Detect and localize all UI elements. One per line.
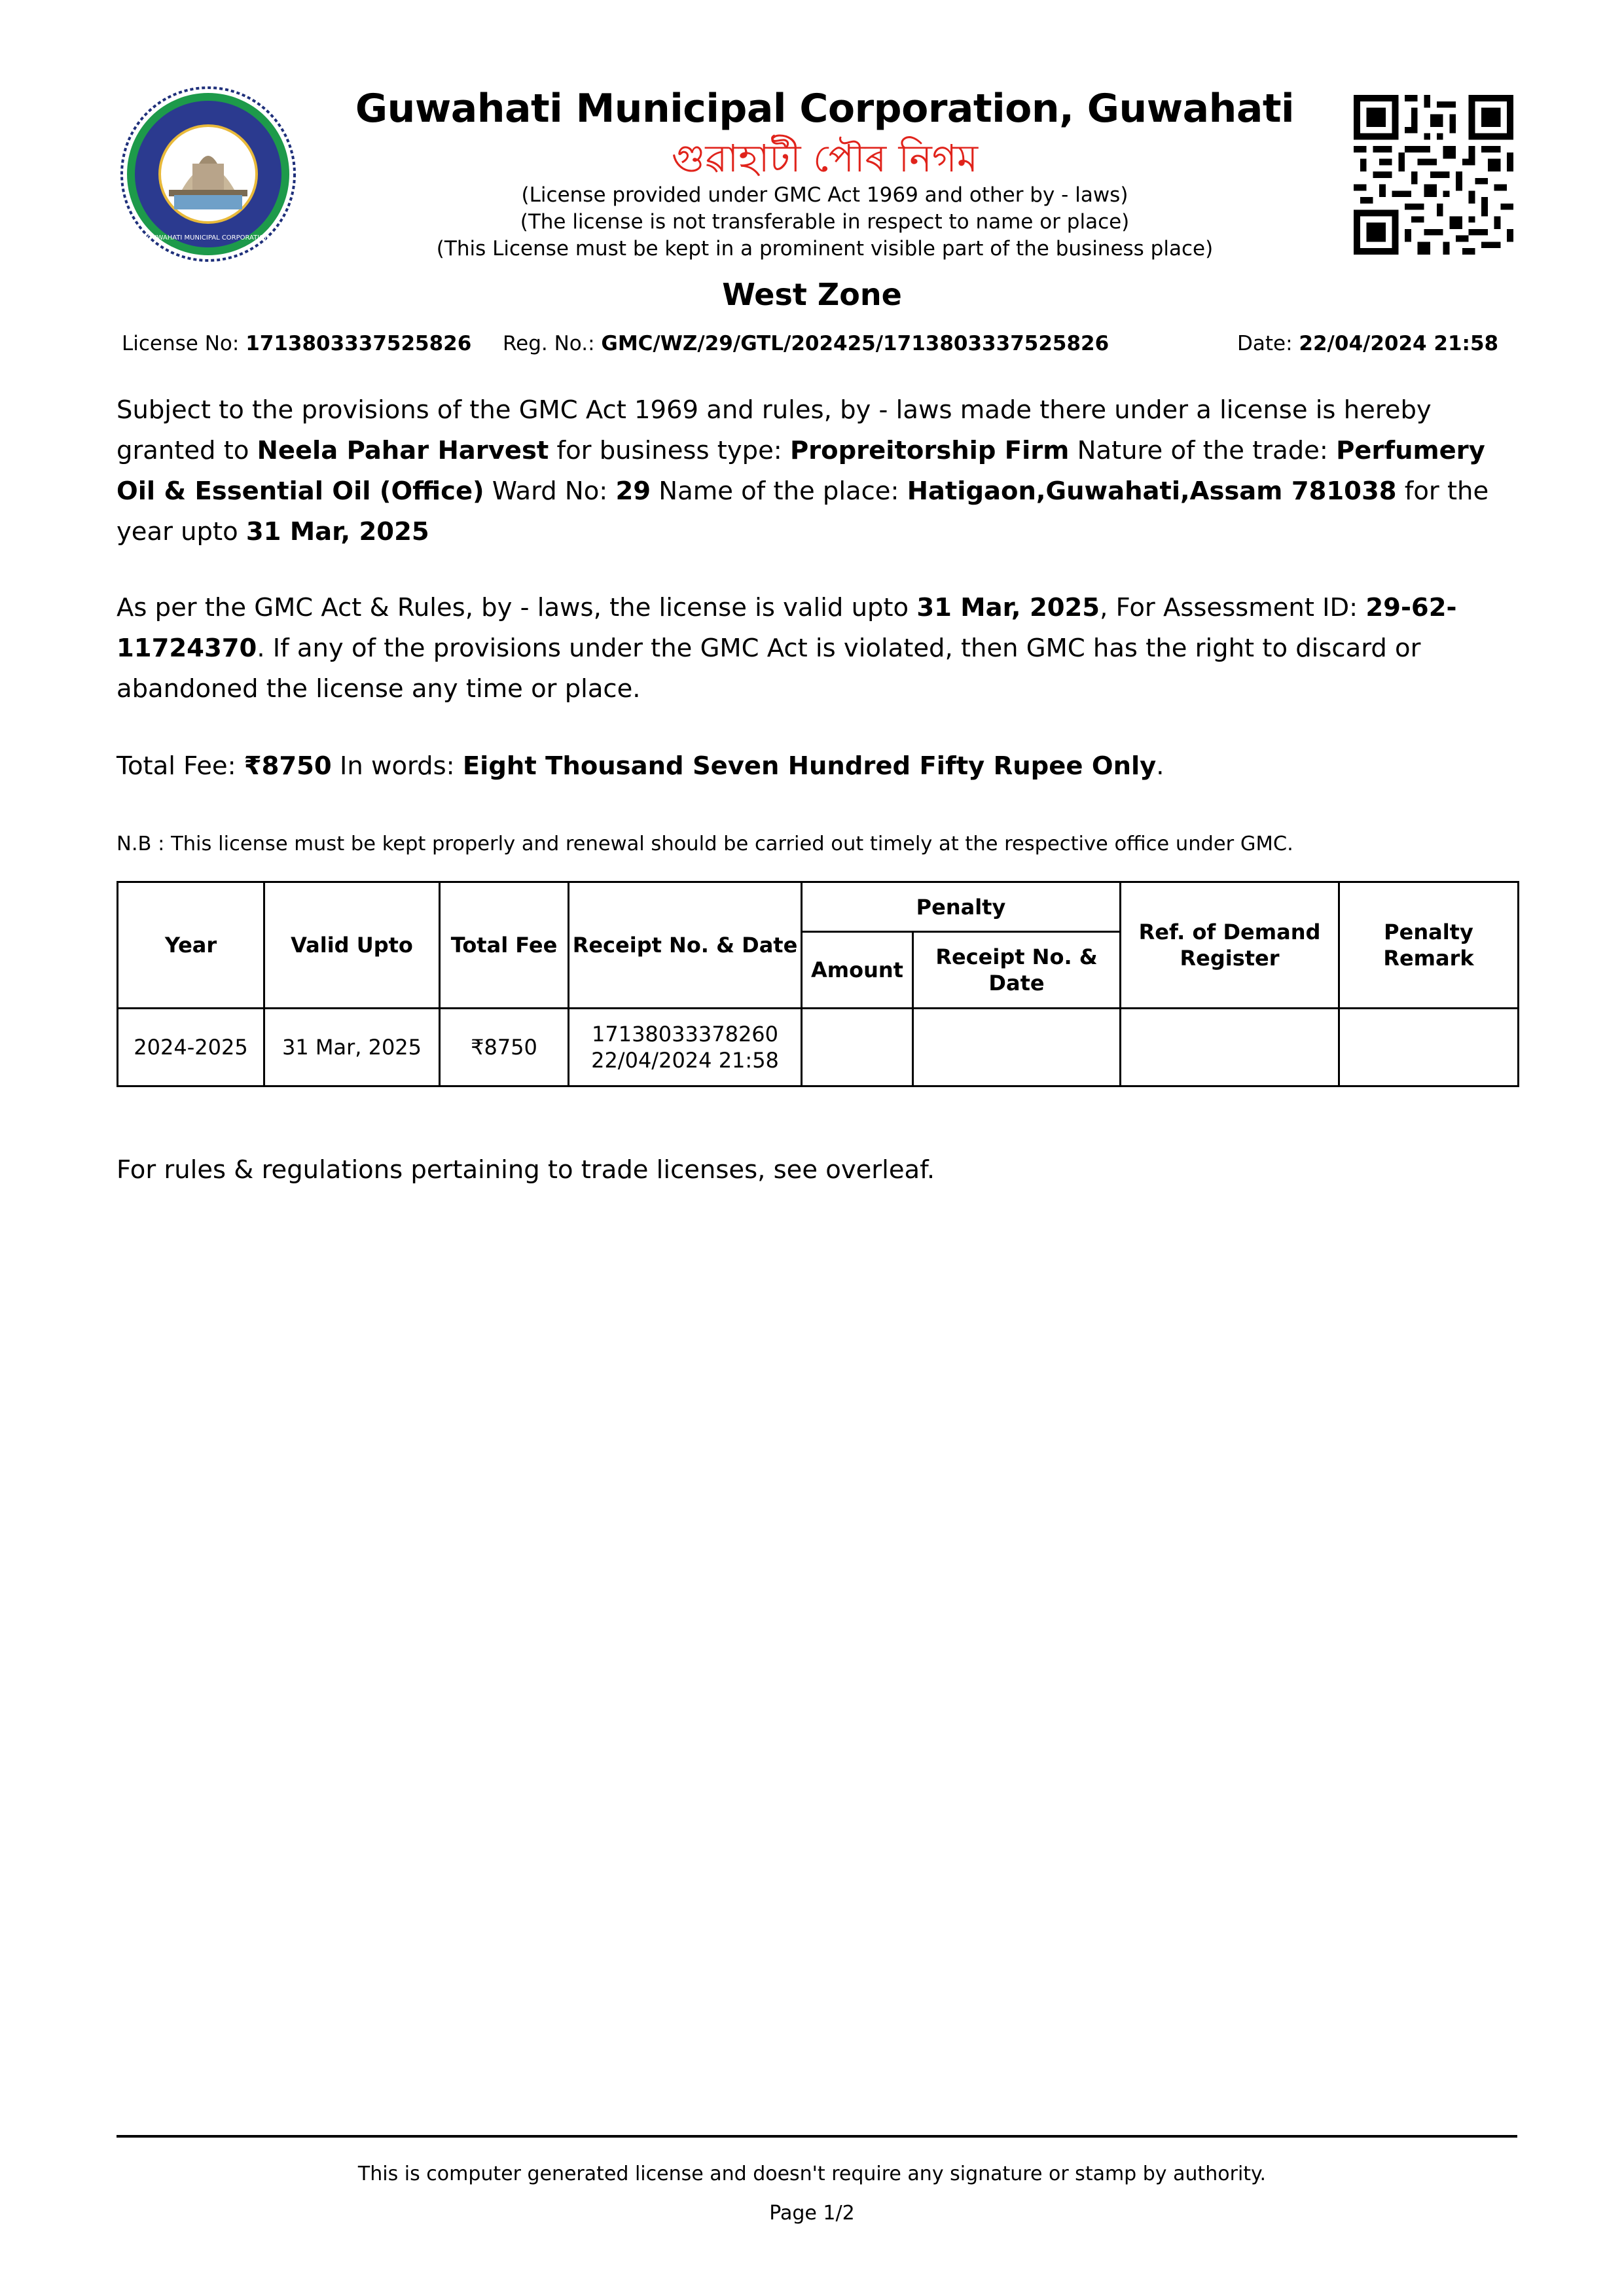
grant-text-2: for business type: bbox=[549, 436, 790, 465]
header-line-1: (License provided under GMC Act 1969 and other by - laws) bbox=[521, 183, 1128, 207]
cell-demand-ref bbox=[1121, 1009, 1339, 1086]
page-number: Page 1/2 bbox=[769, 2202, 855, 2225]
registration-number-value: GMC/WZ/29/GTL/202425/1713803337525826 bbox=[601, 332, 1110, 355]
license-table bbox=[117, 881, 1519, 1087]
grant-text-3: Nature of the trade: bbox=[1069, 436, 1337, 465]
logo-caption: GUWAHATI MUNICIPAL CORPORATION bbox=[147, 234, 270, 242]
validity-text-1: As per the GMC Act & Rules, by - laws, the license is valid upto bbox=[117, 593, 917, 622]
license-number-label: License No: bbox=[122, 332, 246, 355]
validity-paragraph bbox=[117, 588, 1524, 709]
business-name: Neela Pahar Harvest bbox=[257, 436, 549, 465]
header-receipt: Receipt No. & Date bbox=[569, 882, 802, 1009]
header-line-3: (This License must be kept in a prominent visible part of the business place) bbox=[436, 237, 1214, 260]
grant-text-4: Ward No: bbox=[484, 476, 616, 506]
issue-date bbox=[1237, 331, 1498, 357]
ward-number: 29 bbox=[615, 476, 651, 506]
cell-receipt-date: 22/04/2024 21:58 bbox=[591, 1048, 779, 1073]
valid-upto: 31 Mar, 2025 bbox=[916, 593, 1100, 622]
table-row bbox=[118, 1009, 1519, 1086]
cell-penalty-receipt bbox=[913, 1009, 1121, 1086]
header-penalty: Penalty bbox=[802, 882, 1121, 932]
header-total-fee: Total Fee bbox=[440, 882, 569, 1009]
license-number bbox=[122, 331, 471, 357]
header-penalty-receipt: Receipt No. & Date bbox=[913, 932, 1121, 1009]
gmc-logo bbox=[119, 85, 297, 263]
header-line-2: (The license is not transferable in respect to name or place) bbox=[520, 210, 1130, 234]
header-year: Year bbox=[118, 882, 264, 1009]
grant-paragraph bbox=[117, 390, 1524, 552]
trade-nature: Perfumery Oil & Essential Oil (Office) bbox=[117, 436, 1485, 506]
fee-end: . bbox=[1156, 751, 1164, 781]
grant-text-5: Name of the place: bbox=[651, 476, 907, 506]
fee-words-label: In words: bbox=[331, 751, 463, 781]
cell-penalty-remark bbox=[1339, 1009, 1519, 1086]
issue-date-label: Date: bbox=[1237, 332, 1299, 355]
cell-receipt-no: 17138033378260 bbox=[591, 1022, 779, 1047]
cell-penalty-amount bbox=[802, 1009, 913, 1086]
organization-title-assamese: গুৱাহাটী পৌৰ নিগম bbox=[671, 136, 979, 181]
header-penalty-amount: Amount bbox=[802, 932, 913, 1009]
year-upto: 31 Mar, 2025 bbox=[245, 517, 429, 547]
footer-divider bbox=[117, 2135, 1517, 2138]
place-name: Hatigaon,Guwahati,Assam 781038 bbox=[907, 476, 1397, 506]
fee-paragraph bbox=[117, 746, 1524, 787]
cell-receipt bbox=[569, 1009, 802, 1086]
cell-valid-upto: 31 Mar, 2025 bbox=[264, 1009, 440, 1086]
registration-number bbox=[503, 331, 1109, 357]
validity-text-3: . If any of the provisions under the GMC Act is violated, then GMC has the right to discard or abandoned the license any time or place. bbox=[117, 634, 1421, 704]
fee-amount: ₹8750 bbox=[244, 751, 332, 781]
grant-text-6: for the year upto bbox=[117, 476, 1489, 547]
assessment-id: 29-62-11724370 bbox=[117, 593, 1457, 663]
footer-disclaimer: This is computer generated license and doesn't require any signature or stamp by authority. bbox=[357, 2162, 1267, 2185]
license-number-value: 1713803337525826 bbox=[245, 332, 472, 355]
cell-year: 2024-2025 bbox=[118, 1009, 264, 1086]
business-type: Propreitorship Firm bbox=[789, 436, 1070, 465]
grant-text-1: Subject to the provisions of the GMC Act 1969 and rules, by - laws made there under a license is hereby granted to bbox=[117, 395, 1432, 465]
header-valid-upto: Valid Upto bbox=[264, 882, 440, 1009]
validity-text-2: , For Assessment ID: bbox=[1100, 593, 1366, 622]
organization-title: Guwahati Municipal Corporation, Guwahati bbox=[355, 86, 1295, 132]
header bbox=[327, 82, 1322, 262]
qr-code bbox=[1354, 95, 1513, 255]
zone-title: West Zone bbox=[722, 277, 902, 312]
issue-date-value: 22/04/2024 21:58 bbox=[1299, 332, 1499, 355]
fee-label: Total Fee: bbox=[117, 751, 244, 781]
nb-note: N.B : This license must be kept properly and renewal should be carried out timely at the respective office under GMC. bbox=[117, 833, 1293, 855]
header-demand-ref: Ref. of Demand Register bbox=[1121, 882, 1339, 1009]
header-penalty-remark: Penalty Remark bbox=[1339, 882, 1519, 1009]
registration-number-label: Reg. No.: bbox=[503, 332, 602, 355]
rules-note: For rules & regulations pertaining to trade licenses, see overleaf. bbox=[117, 1155, 935, 1185]
cell-total-fee: ₹8750 bbox=[440, 1009, 569, 1086]
fee-in-words: Eight Thousand Seven Hundred Fifty Rupee Only bbox=[462, 751, 1157, 781]
